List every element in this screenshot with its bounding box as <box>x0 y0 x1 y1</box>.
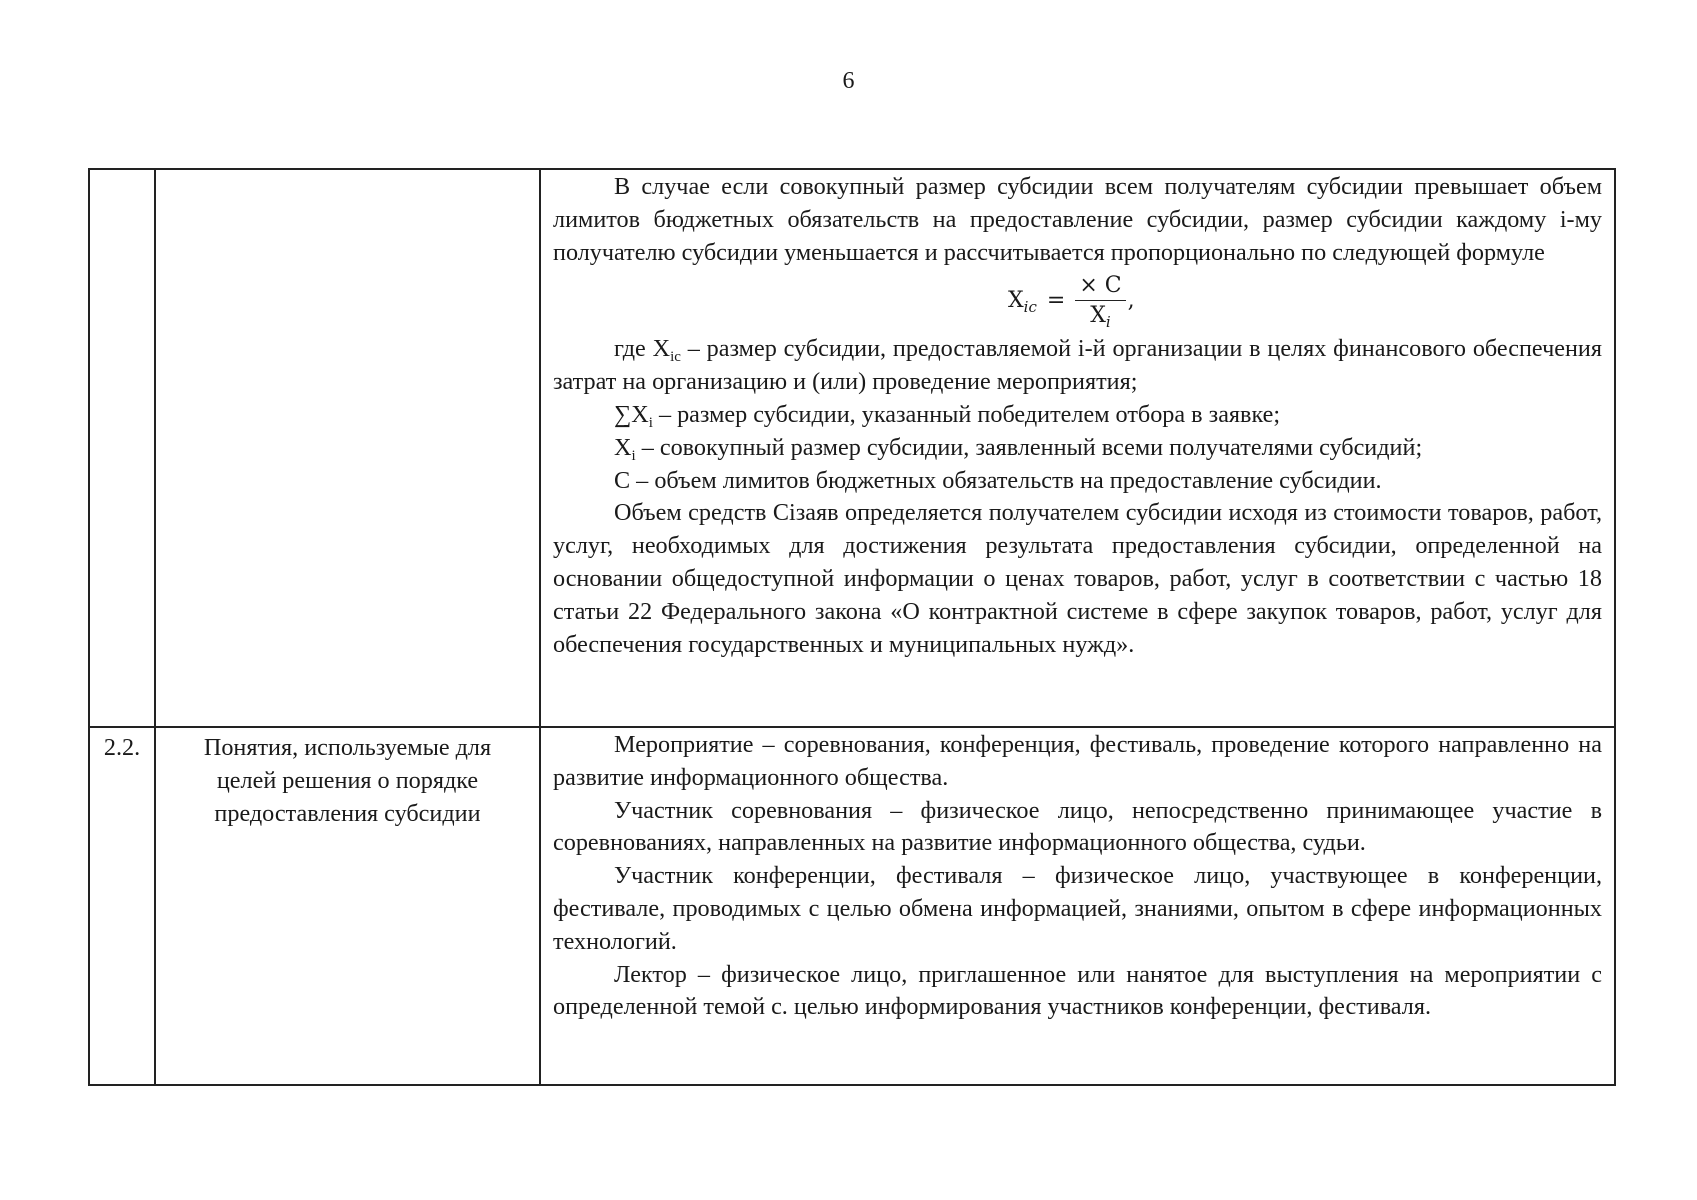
formula-fraction <box>1075 273 1125 330</box>
definition-paragraph: Мероприятие – соревнования, конференция, фестиваль, проведение которого направленно на развитие информационного общества. <box>553 731 1602 791</box>
formula-denominator: $X_i$ <box>1090 302 1111 331</box>
row-text-cell <box>540 727 1615 1085</box>
definition-paragraph: Участник конференции, фестиваля – физическое лицо, участвующее в конференции, фестивале, проводимых с целью обмена информацией, знаниями, опытом в сфере информационных технологий. <box>553 862 1602 955</box>
formula-equals: = <box>1046 287 1066 313</box>
formula <box>553 269 1602 333</box>
page-number: 6 <box>842 68 855 94</box>
row-name-cell <box>155 169 540 727</box>
table-row <box>89 727 1615 1085</box>
document-table <box>88 168 1616 1086</box>
definition-xic: где $X_{ic}$ – размер субсидии, предоставляемой i-й организации в целях финансового обеспечения затрат на организацию и (или) проведение мероприятия; <box>553 335 1602 396</box>
row-name-cell: Понятия, используемые для целей решения о порядке предоставления субсидии <box>155 727 540 1085</box>
definition-sum-xi: $\sum X_i$ – размер субсидии, указанный победителем отбора в заявке; <box>614 400 1281 431</box>
intro-paragraph: В случае если совокупный размер субсидии всем получателям субсидии превышает объем лимитов бюджетных обязательств на предоставление субсидии, размер субсидии каждому i-му получателю субсидии уменьшается и рассчитывается пропорционально по следующей формуле <box>553 173 1602 266</box>
closing-paragraph: Объем средств Сізаяв определяется получателем субсидии исходя из стоимости товаров, работ, услуг, необходимых для достижения результата предоставления субсидии, определенной на основании общедоступной информации о ценах товаров, работ, услуг в соответствии с частью 18 статьи 22 Федерального закона «О контрактной системе в сфере закупок товаров, работ, услуг для обеспечения государственных и муниципальных нужд». <box>553 499 1602 658</box>
definition-paragraph: Лектор – физическое лицо, приглашенное или нанятое для выступления на мероприятии с определенной темой с. целью информирования участников конференции, фестиваля. <box>553 960 1602 1021</box>
formula-lhs: $X_{ic}$ <box>1008 287 1037 316</box>
definition-xi: $X_i$ – совокупный размер субсидии, заявленный всеми получателями субсидий; <box>614 433 1423 464</box>
formula-numerator: × C <box>1075 273 1125 301</box>
row-text-cell <box>540 169 1615 727</box>
definition-c: C – объем лимитов бюджетных обязательств на предоставление субсидии. <box>614 466 1382 494</box>
definition-paragraph: Участник соревнования – физическое лицо, непосредственно принимающее участие в соревнованиях, направленных на развитие информационного общества, судьи. <box>553 796 1602 857</box>
row-number-cell <box>89 169 155 727</box>
table-row <box>89 169 1615 727</box>
row-number-cell: 2.2. <box>89 727 155 1085</box>
formula-trailing-comma: , <box>1127 287 1135 313</box>
